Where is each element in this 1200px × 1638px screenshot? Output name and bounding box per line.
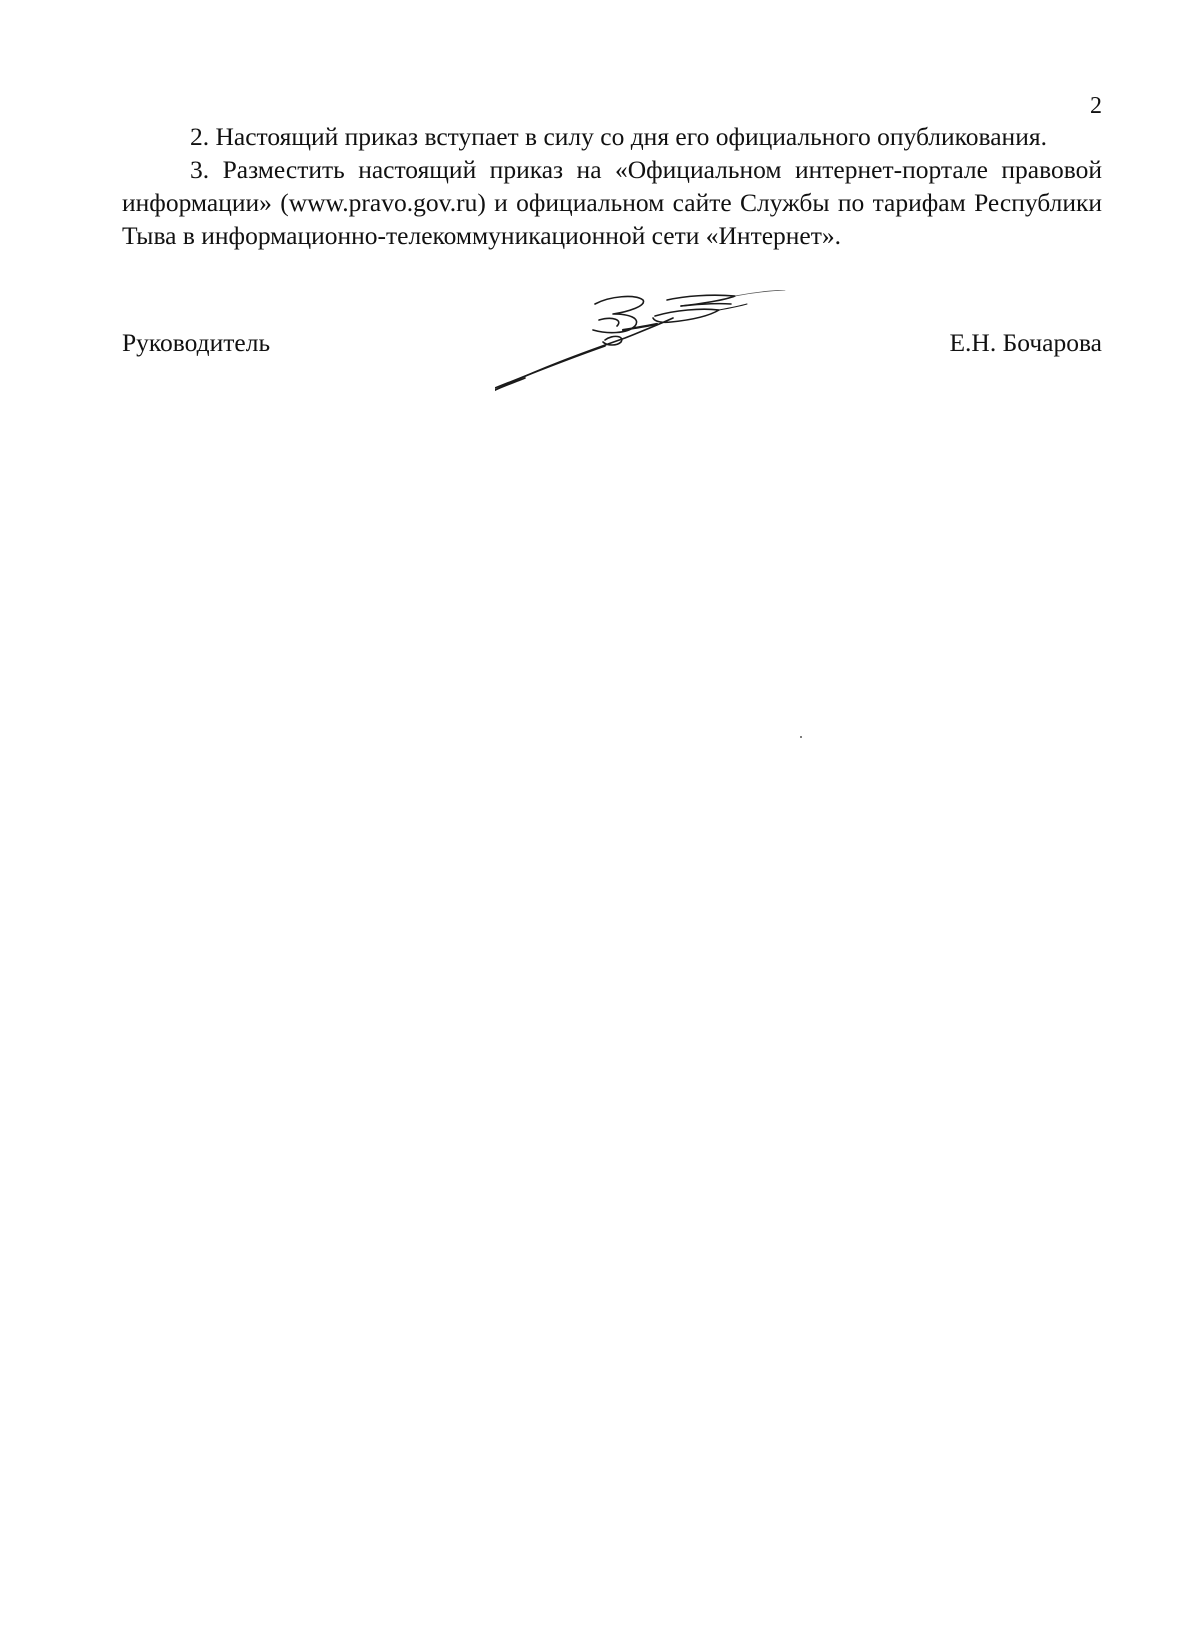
signatory-position: Руководитель bbox=[122, 328, 271, 357]
paragraph-publication: 3. Разместить настоящий приказ на «Официальном интернет-портале правовой информации» (www.pravo.gov.ru) и официальном сайте Службы по тарифам Республики Тыва в информационно-телекоммуникационной сети «Интернет». bbox=[122, 155, 1102, 250]
page-number: 2 bbox=[1090, 93, 1102, 119]
document-body bbox=[122, 120, 1102, 252]
signatory-name: Е.Н. Бочарова bbox=[949, 328, 1102, 357]
scan-speck bbox=[800, 736, 802, 738]
paragraph-effective-date: 2. Настоящий приказ вступает в силу со дня его официального опубликования. bbox=[190, 122, 1047, 151]
handwritten-signature-icon bbox=[495, 290, 795, 410]
